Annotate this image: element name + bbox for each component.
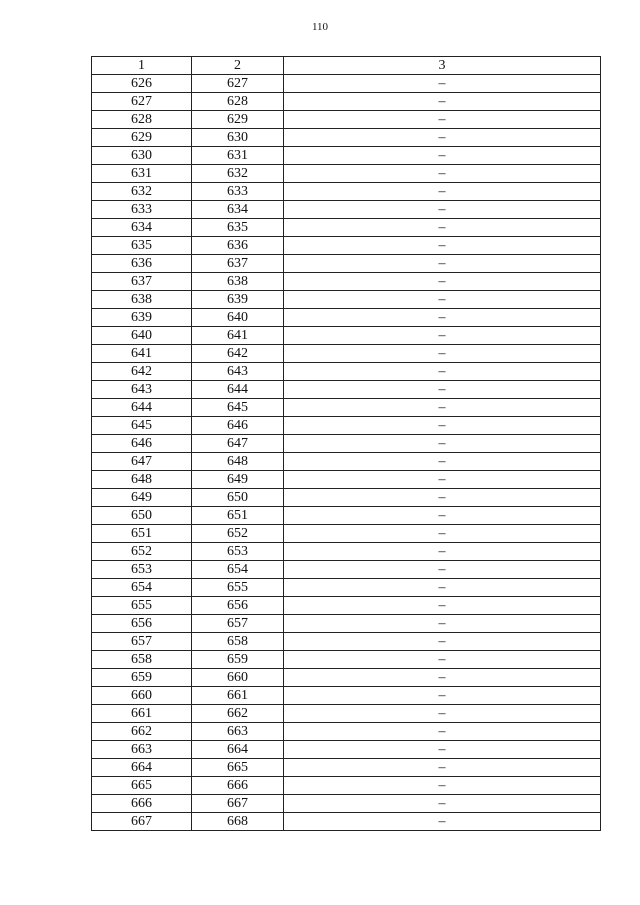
table-cell-col-3: – bbox=[284, 759, 601, 777]
table-row bbox=[92, 777, 601, 795]
table-cell-col-2: 630 bbox=[192, 129, 284, 147]
table-cell-col-3: – bbox=[284, 165, 601, 183]
table-cell-col-1: 650 bbox=[92, 507, 192, 525]
table-cell-col-3: – bbox=[284, 291, 601, 309]
table-cell-col-2: 654 bbox=[192, 561, 284, 579]
table-cell-col-3: – bbox=[284, 399, 601, 417]
table-cell-col-1: 665 bbox=[92, 777, 192, 795]
table-cell-col-1: 636 bbox=[92, 255, 192, 273]
table-row bbox=[92, 525, 601, 543]
table-cell-col-2: 645 bbox=[192, 399, 284, 417]
table-cell-col-1: 643 bbox=[92, 381, 192, 399]
table-cell-col-1: 659 bbox=[92, 669, 192, 687]
table-cell-col-2: 664 bbox=[192, 741, 284, 759]
table-cell-col-2: 667 bbox=[192, 795, 284, 813]
table-cell-col-3: – bbox=[284, 813, 601, 831]
table-cell-col-2: 627 bbox=[192, 75, 284, 93]
table-row bbox=[92, 201, 601, 219]
table-cell-col-2: 650 bbox=[192, 489, 284, 507]
table-row bbox=[92, 363, 601, 381]
table-cell-col-2: 640 bbox=[192, 309, 284, 327]
table-cell-col-1: 640 bbox=[92, 327, 192, 345]
table-cell-col-3: – bbox=[284, 327, 601, 345]
table-cell-col-3: – bbox=[284, 345, 601, 363]
table-cell-col-3: – bbox=[284, 183, 601, 201]
table-cell-col-1: 637 bbox=[92, 273, 192, 291]
table-header bbox=[92, 57, 601, 75]
header-cell-3: 3 bbox=[284, 57, 601, 75]
table-cell-col-2: 637 bbox=[192, 255, 284, 273]
table-cell-col-3: – bbox=[284, 489, 601, 507]
table-cell-col-1: 662 bbox=[92, 723, 192, 741]
table-cell-col-1: 656 bbox=[92, 615, 192, 633]
table-row bbox=[92, 561, 601, 579]
table-cell-col-2: 666 bbox=[192, 777, 284, 795]
table-row bbox=[92, 255, 601, 273]
table-row bbox=[92, 705, 601, 723]
table-cell-col-3: – bbox=[284, 525, 601, 543]
table-cell-col-3: – bbox=[284, 597, 601, 615]
table-cell-col-3: – bbox=[284, 543, 601, 561]
table-row bbox=[92, 615, 601, 633]
table-cell-col-2: 632 bbox=[192, 165, 284, 183]
table-cell-col-1: 631 bbox=[92, 165, 192, 183]
table-cell-col-2: 634 bbox=[192, 201, 284, 219]
table-row bbox=[92, 633, 601, 651]
table-cell-col-3: – bbox=[284, 435, 601, 453]
table-row bbox=[92, 795, 601, 813]
table-cell-col-3: – bbox=[284, 381, 601, 399]
table-cell-col-2: 638 bbox=[192, 273, 284, 291]
table-cell-col-1: 657 bbox=[92, 633, 192, 651]
table-cell-col-2: 660 bbox=[192, 669, 284, 687]
table-cell-col-2: 647 bbox=[192, 435, 284, 453]
table-cell-col-2: 643 bbox=[192, 363, 284, 381]
table-cell-col-1: 627 bbox=[92, 93, 192, 111]
table-cell-col-1: 660 bbox=[92, 687, 192, 705]
table-cell-col-2: 665 bbox=[192, 759, 284, 777]
table-row bbox=[92, 651, 601, 669]
table-cell-col-1: 654 bbox=[92, 579, 192, 597]
table-cell-col-1: 655 bbox=[92, 597, 192, 615]
table-cell-col-1: 641 bbox=[92, 345, 192, 363]
table-cell-col-2: 644 bbox=[192, 381, 284, 399]
table-row bbox=[92, 291, 601, 309]
table-row bbox=[92, 507, 601, 525]
data-table bbox=[91, 56, 601, 831]
table-cell-col-1: 642 bbox=[92, 363, 192, 381]
table-cell-col-1: 666 bbox=[92, 795, 192, 813]
table-row bbox=[92, 147, 601, 165]
table-cell-col-1: 634 bbox=[92, 219, 192, 237]
table-cell-col-1: 647 bbox=[92, 453, 192, 471]
table-cell-col-3: – bbox=[284, 507, 601, 525]
table-cell-col-2: 646 bbox=[192, 417, 284, 435]
table-cell-col-2: 639 bbox=[192, 291, 284, 309]
table-cell-col-3: – bbox=[284, 255, 601, 273]
table-cell-col-3: – bbox=[284, 219, 601, 237]
table-row bbox=[92, 813, 601, 831]
table-cell-col-1: 652 bbox=[92, 543, 192, 561]
table-row bbox=[92, 129, 601, 147]
table-cell-col-2: 661 bbox=[192, 687, 284, 705]
table-row bbox=[92, 75, 601, 93]
table-cell-col-2: 658 bbox=[192, 633, 284, 651]
table-cell-col-2: 655 bbox=[192, 579, 284, 597]
table-cell-col-1: 663 bbox=[92, 741, 192, 759]
table-cell-col-2: 629 bbox=[192, 111, 284, 129]
table-cell-col-2: 631 bbox=[192, 147, 284, 165]
table-cell-col-3: – bbox=[284, 75, 601, 93]
table-row bbox=[92, 309, 601, 327]
table-cell-col-2: 653 bbox=[192, 543, 284, 561]
table-cell-col-1: 635 bbox=[92, 237, 192, 255]
table-cell-col-3: – bbox=[284, 273, 601, 291]
table-row bbox=[92, 219, 601, 237]
table-cell-col-2: 628 bbox=[192, 93, 284, 111]
table-row bbox=[92, 93, 601, 111]
table-cell-col-3: – bbox=[284, 129, 601, 147]
table-cell-col-1: 653 bbox=[92, 561, 192, 579]
table-cell-col-3: – bbox=[284, 777, 601, 795]
table-cell-col-1: 645 bbox=[92, 417, 192, 435]
table-cell-col-3: – bbox=[284, 309, 601, 327]
table-body bbox=[92, 75, 601, 831]
table-cell-col-2: 662 bbox=[192, 705, 284, 723]
table-row bbox=[92, 759, 601, 777]
table-cell-col-2: 635 bbox=[192, 219, 284, 237]
table-cell-col-1: 639 bbox=[92, 309, 192, 327]
table-row bbox=[92, 435, 601, 453]
table-row bbox=[92, 669, 601, 687]
table-cell-col-1: 628 bbox=[92, 111, 192, 129]
table-cell-col-1: 633 bbox=[92, 201, 192, 219]
table-cell-col-2: 633 bbox=[192, 183, 284, 201]
table-cell-col-1: 661 bbox=[92, 705, 192, 723]
table-cell-col-3: – bbox=[284, 147, 601, 165]
table-cell-col-2: 657 bbox=[192, 615, 284, 633]
table-cell-col-2: 648 bbox=[192, 453, 284, 471]
table-cell-col-3: – bbox=[284, 687, 601, 705]
table-cell-col-3: – bbox=[284, 795, 601, 813]
table-cell-col-3: – bbox=[284, 615, 601, 633]
table-cell-col-1: 648 bbox=[92, 471, 192, 489]
table-cell-col-2: 652 bbox=[192, 525, 284, 543]
table-row bbox=[92, 237, 601, 255]
table-row bbox=[92, 345, 601, 363]
table-row bbox=[92, 381, 601, 399]
table-row bbox=[92, 579, 601, 597]
table-row bbox=[92, 723, 601, 741]
table-cell-col-3: – bbox=[284, 93, 601, 111]
table-row bbox=[92, 399, 601, 417]
table-cell-col-3: – bbox=[284, 417, 601, 435]
table-row bbox=[92, 687, 601, 705]
table-cell-col-1: 644 bbox=[92, 399, 192, 417]
table-cell-col-1: 667 bbox=[92, 813, 192, 831]
table-row bbox=[92, 327, 601, 345]
table-row bbox=[92, 111, 601, 129]
table-cell-col-1: 629 bbox=[92, 129, 192, 147]
table-cell-col-3: – bbox=[284, 561, 601, 579]
table-row bbox=[92, 273, 601, 291]
table-cell-col-3: – bbox=[284, 471, 601, 489]
header-cell-1: 1 bbox=[92, 57, 192, 75]
table-cell-col-3: – bbox=[284, 579, 601, 597]
table-row bbox=[92, 417, 601, 435]
table-cell-col-3: – bbox=[284, 237, 601, 255]
table-cell-col-2: 649 bbox=[192, 471, 284, 489]
table-cell-col-3: – bbox=[284, 723, 601, 741]
table-cell-col-3: – bbox=[284, 669, 601, 687]
table-cell-col-3: – bbox=[284, 651, 601, 669]
table-row bbox=[92, 543, 601, 561]
table-cell-col-1: 658 bbox=[92, 651, 192, 669]
table-row bbox=[92, 489, 601, 507]
table-cell-col-3: – bbox=[284, 111, 601, 129]
table-row bbox=[92, 183, 601, 201]
table-cell-col-2: 636 bbox=[192, 237, 284, 255]
table-cell-col-3: – bbox=[284, 363, 601, 381]
table-cell-col-1: 646 bbox=[92, 435, 192, 453]
table-row bbox=[92, 471, 601, 489]
table-cell-col-2: 651 bbox=[192, 507, 284, 525]
header-cell-2: 2 bbox=[192, 57, 284, 75]
table-cell-col-1: 630 bbox=[92, 147, 192, 165]
table-row bbox=[92, 453, 601, 471]
table-cell-col-1: 638 bbox=[92, 291, 192, 309]
table-cell-col-1: 651 bbox=[92, 525, 192, 543]
table-cell-col-2: 659 bbox=[192, 651, 284, 669]
table-cell-col-1: 632 bbox=[92, 183, 192, 201]
table-cell-col-2: 641 bbox=[192, 327, 284, 345]
table-cell-col-2: 642 bbox=[192, 345, 284, 363]
table-row bbox=[92, 597, 601, 615]
table-cell-col-1: 649 bbox=[92, 489, 192, 507]
page-number: 110 bbox=[311, 21, 329, 33]
header-row bbox=[92, 57, 601, 75]
table-cell-col-1: 626 bbox=[92, 75, 192, 93]
table-cell-col-3: – bbox=[284, 633, 601, 651]
table-cell-col-2: 668 bbox=[192, 813, 284, 831]
table-cell-col-3: – bbox=[284, 453, 601, 471]
table-cell-col-3: – bbox=[284, 201, 601, 219]
table-cell-col-2: 663 bbox=[192, 723, 284, 741]
table-row bbox=[92, 165, 601, 183]
table-cell-col-3: – bbox=[284, 741, 601, 759]
table-cell-col-1: 664 bbox=[92, 759, 192, 777]
table-cell-col-3: – bbox=[284, 705, 601, 723]
table-cell-col-2: 656 bbox=[192, 597, 284, 615]
table-row bbox=[92, 741, 601, 759]
